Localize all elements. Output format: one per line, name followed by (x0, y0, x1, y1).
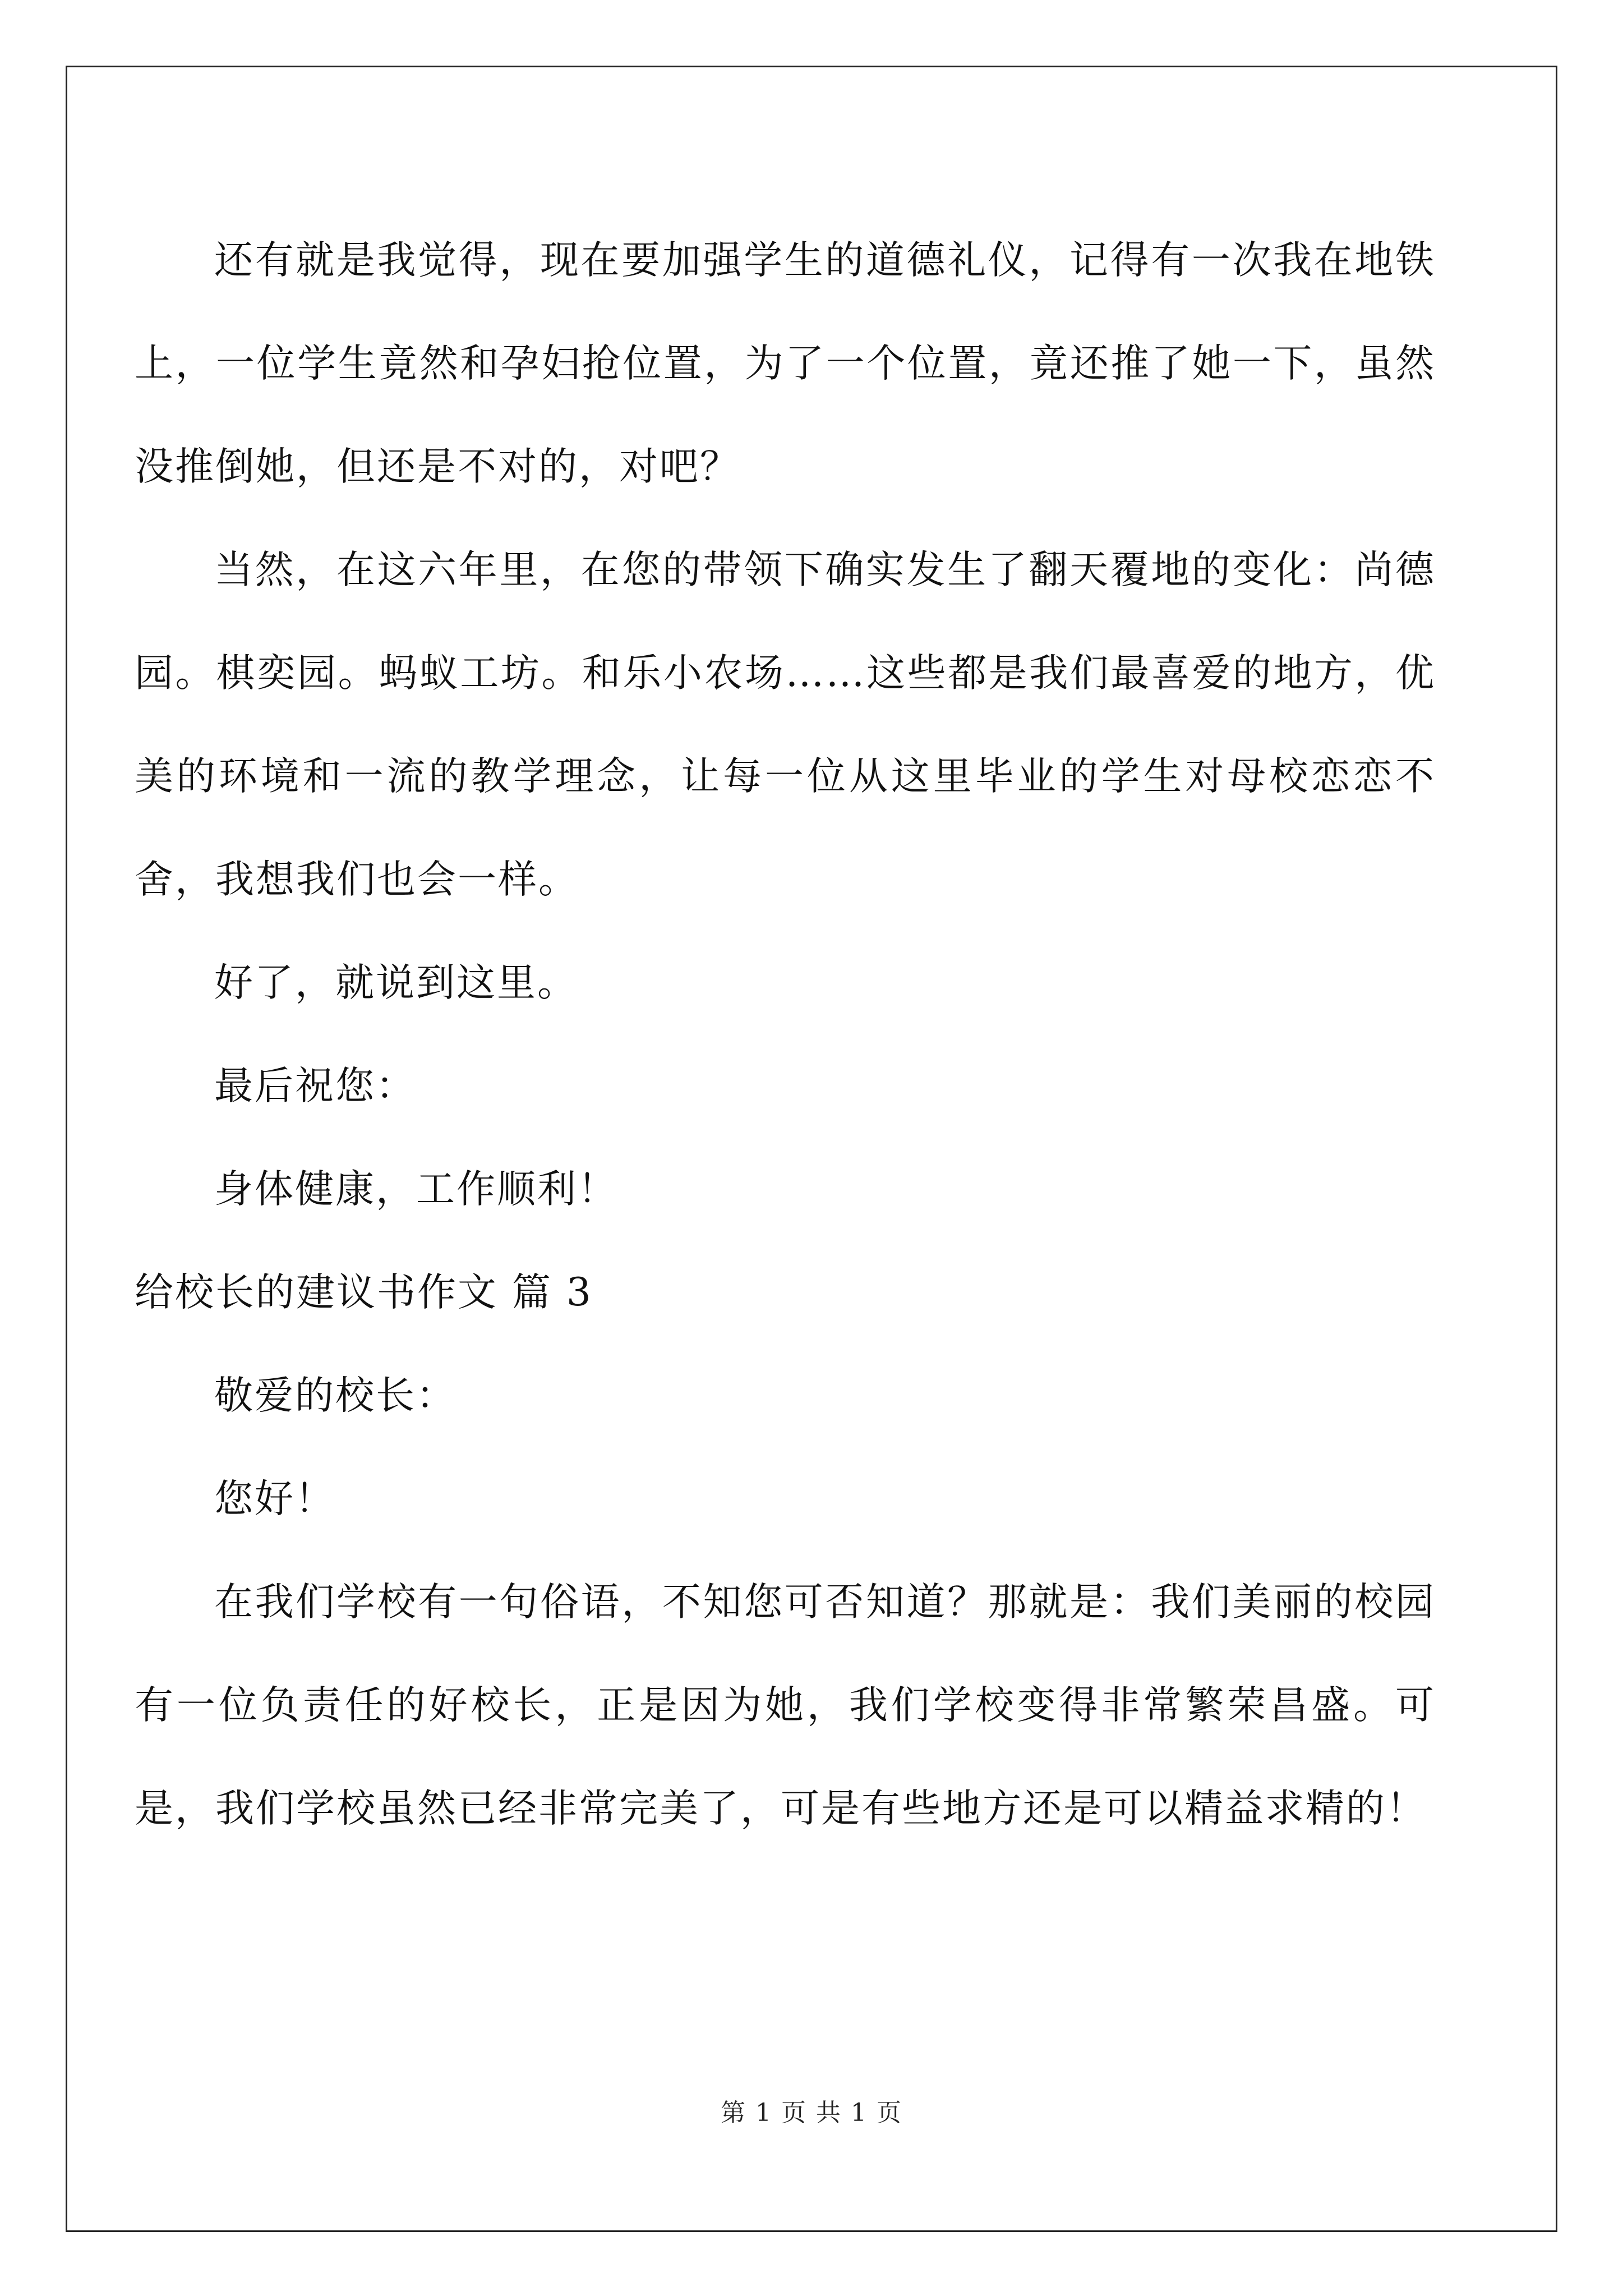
paragraph: 在我们学校有一句俗语，不知您可否知道？那就是：我们美丽的校园有一位负责任的好校长，正是因为她，我们学校变得非常繁荣昌盛。可是，我们学校虽然已经非常完美了，可是有些地方还是可以精益求精的！ (135, 1580, 1436, 1831)
greeting: 您好！ (214, 1476, 335, 1521)
paragraph: 最后祝您： (214, 1064, 416, 1108)
paragraph: 还有就是我觉得，现在要加强学生的道德礼仪，记得有一次我在地铁上，一位学生竟然和孕妇抢位置，为了一个位置，竟还推了她一下，虽然没推倒她，但还是不对的，对吧？ (135, 238, 1436, 489)
paragraph: 好了，就说到这里。 (214, 960, 578, 1005)
salutation: 敬爱的校长： (214, 1373, 457, 1418)
section-heading: 给校长的建议书作文 篇 3 (135, 1270, 593, 1315)
page-number-footer: 第 1 页 共 1 页 (721, 2099, 902, 2127)
paragraph: 当然，在这六年里，在您的带领下确实发生了翻天覆地的变化：尚德园。棋奕园。蚂蚁工坊。和乐小农场……这些都是我们最喜爱的地方，优美的环境和一流的教学理念，让每一位从这里毕业的学生对母校恋恋不舍，我想我们也会一样。 (135, 547, 1436, 902)
paragraph: 身体健康，工作顺利！ (214, 1167, 618, 1212)
document-body (135, 209, 1436, 1860)
